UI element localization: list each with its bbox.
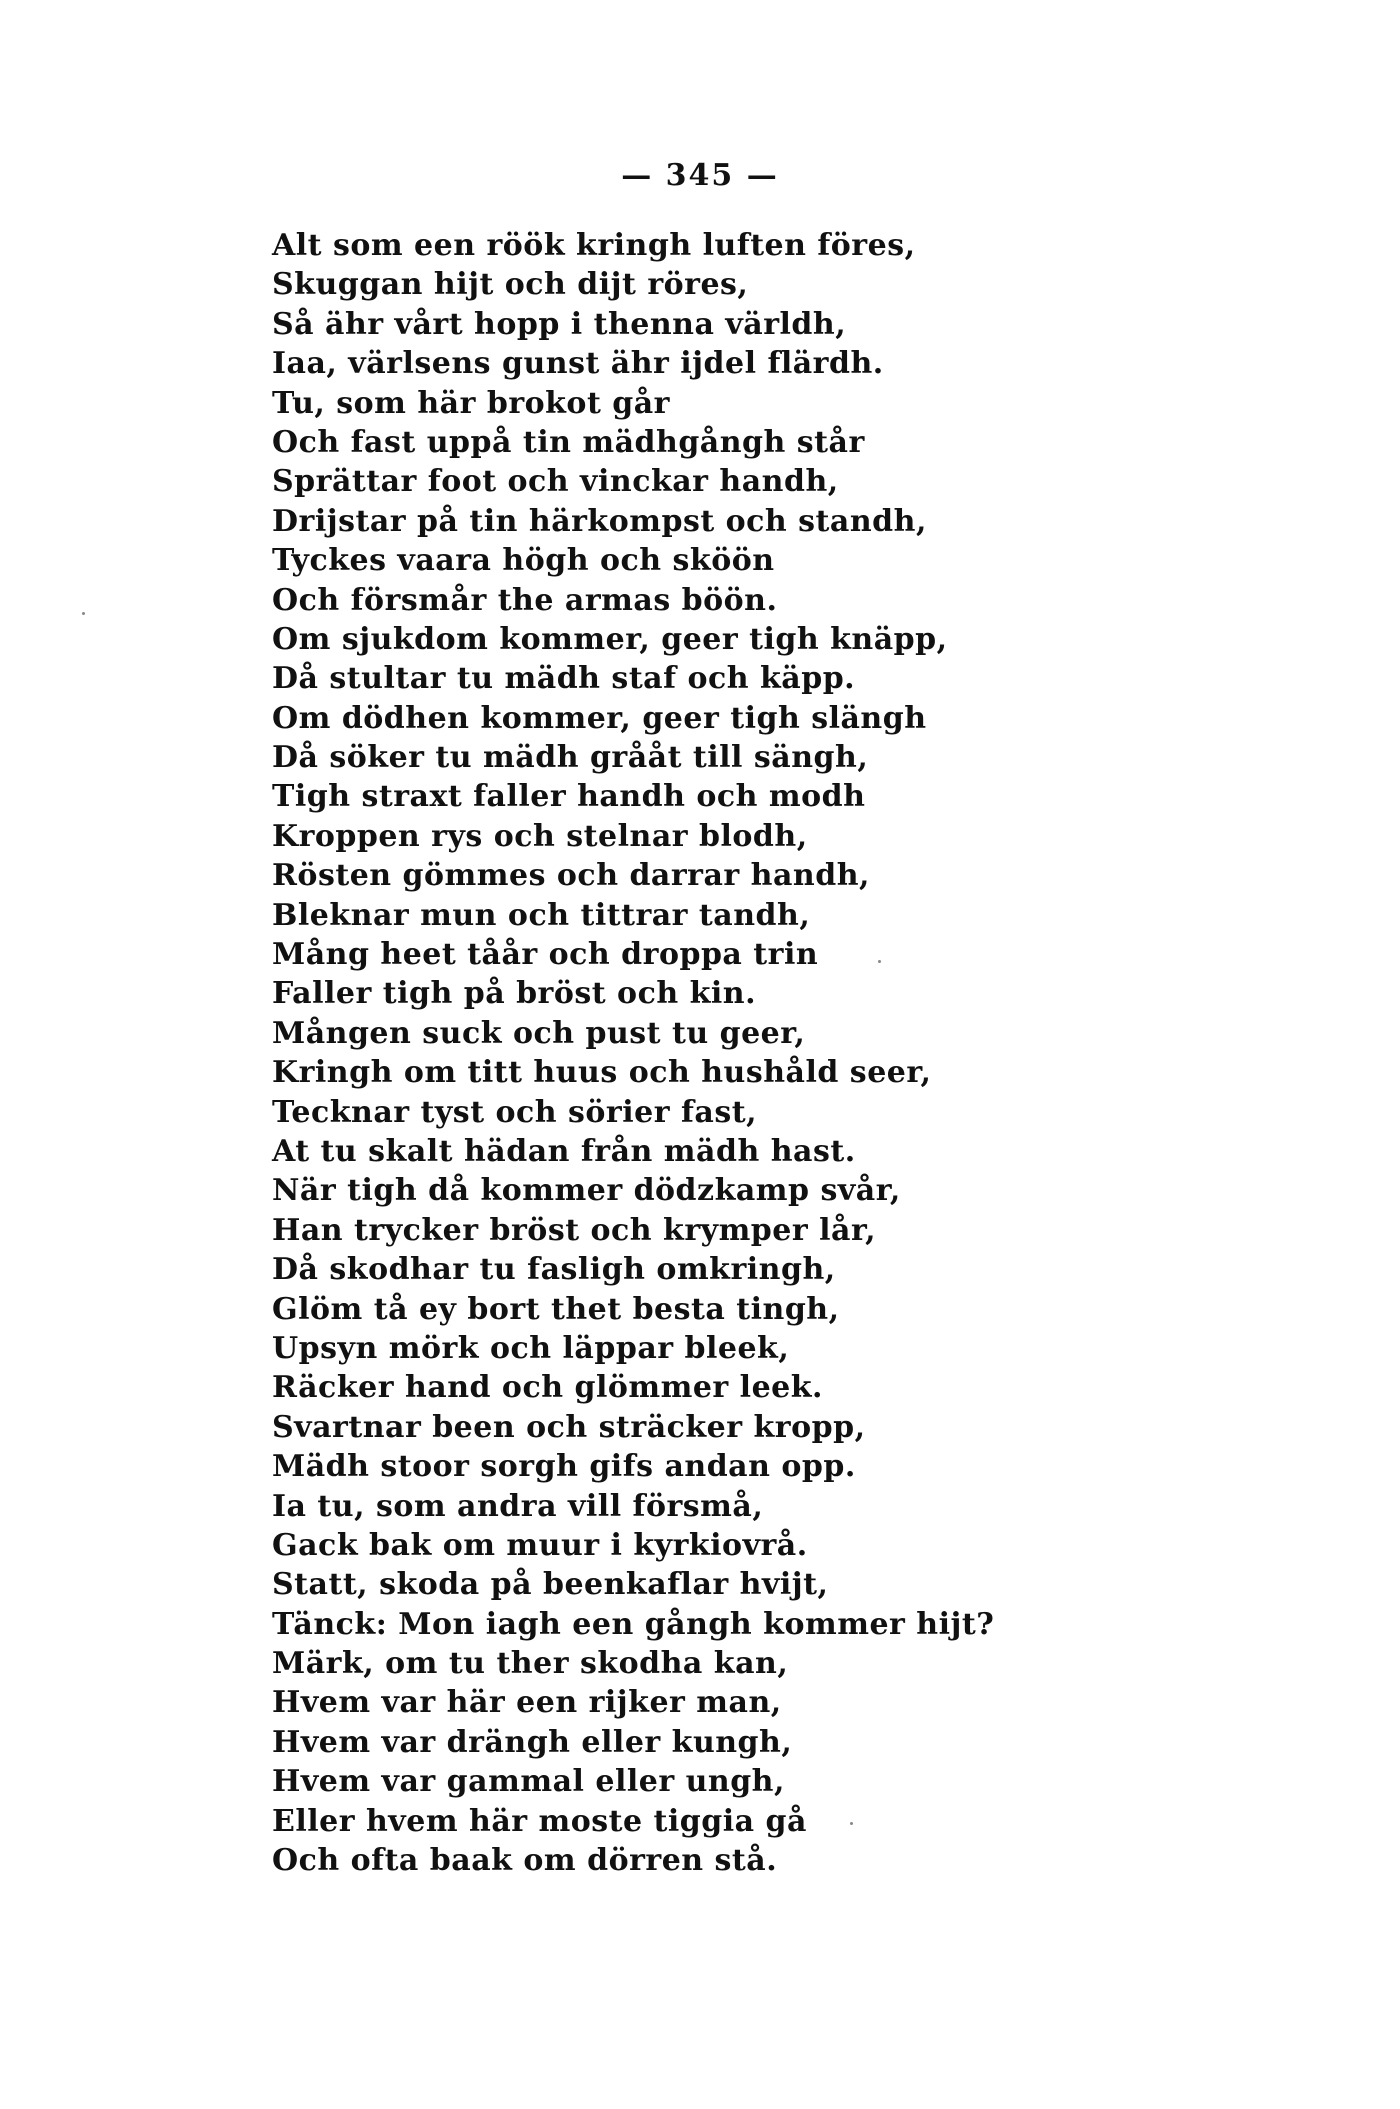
poem-line: Rösten gömmes och darrar handh, (272, 858, 870, 894)
poem-text (272, 226, 994, 1880)
poem-line: Tigh straxt faller handh och modh (272, 779, 866, 815)
poem-line: Tu, som här brokot går (272, 385, 670, 421)
poem-line: Märk, om tu ther skodha kan, (272, 1646, 789, 1682)
poem-line: Om sjukdom kommer, geer tigh knäpp, (272, 621, 948, 657)
poem-line: Ia tu, som andra vill försmå, (272, 1488, 764, 1524)
poem-line: Hvem var drängh eller kungh, (272, 1724, 793, 1760)
poem-line: Mädh stoor sorgh gifs andan opp. (272, 1449, 856, 1485)
poem-line: Han trycker bröst och krymper lår, (272, 1212, 877, 1248)
poem-line: Hvem var här een rijker man, (272, 1685, 782, 1721)
poem-line: Drijstar på tin härkompst och standh, (272, 503, 927, 539)
poem-line: Tecknar tyst och sörier fast, (272, 1094, 758, 1130)
poem-line: Om dödhen kommer, geer tigh slängh (272, 700, 927, 736)
poem-line: Glöm tå ey bort thet besta tingh, (272, 1291, 840, 1327)
poem-line: Kroppen rys och stelnar blodh, (272, 818, 808, 854)
poem-line: Upsyn mörk och läppar bleek, (272, 1330, 790, 1366)
poem-line: Skuggan hijt och dijt röres, (272, 267, 749, 303)
poem-line: Alt som een röök kringh luften föres, (272, 228, 916, 263)
poem-line: Så ähr vårt hopp i thenna världh, (272, 306, 847, 342)
poem-line: Gack bak om muur i kyrkiovrå. (272, 1527, 808, 1563)
poem-line: Kringh om titt huus och hushåld seer, (272, 1055, 932, 1091)
poem-line: Då stultar tu mädh staf och käpp. (272, 661, 856, 697)
poem-line: Statt, skoda på beenkaflar hvijt, (272, 1567, 829, 1603)
poem-line: At tu skalt hädan från mädh hast. (272, 1133, 856, 1169)
print-speck (82, 612, 85, 615)
poem-line: Tänck: Mon iagh een gångh kommer hijt? (272, 1606, 995, 1642)
poem-line: Då söker tu mädh grååt till sängh, (272, 740, 869, 776)
poem-line: Faller tigh på bröst och kin. (272, 976, 757, 1012)
poem-line: Mången suck och pust tu geer, (272, 1015, 806, 1051)
poem-line: Och fast uppå tin mädhgångh står (272, 424, 865, 460)
poem-line: Sprättar foot och vinckar handh, (272, 464, 839, 500)
poem-line: Iaa, värlsens gunst ähr ijdel flärdh. (272, 346, 884, 382)
poem-line: Mång heet tåår och droppa trin (272, 937, 819, 973)
poem-line: Och försmår the armas böön. (272, 582, 778, 618)
poem-line: Hvem var gammal eller ungh, (272, 1764, 785, 1800)
poem-line: Tyckes vaara högh och sköön (272, 543, 775, 579)
poem-line: Bleknar mun och tittrar tandh, (272, 897, 811, 933)
page-number: — 345 — (621, 158, 779, 193)
poem-line: Svartnar been och sträcker kropp, (272, 1409, 866, 1445)
print-speck (878, 960, 881, 963)
poem-line: När tigh då kommer dödzkamp svår, (272, 1173, 901, 1209)
print-speck (850, 1822, 853, 1825)
poem-line: Räcker hand och glömmer leek. (272, 1370, 823, 1406)
poem-line: Och ofta baak om dörren stå. (272, 1843, 778, 1879)
poem-line: Eller hvem här moste tiggia gå (272, 1803, 807, 1839)
poem-line: Då skodhar tu fasligh omkringh, (272, 1252, 836, 1288)
